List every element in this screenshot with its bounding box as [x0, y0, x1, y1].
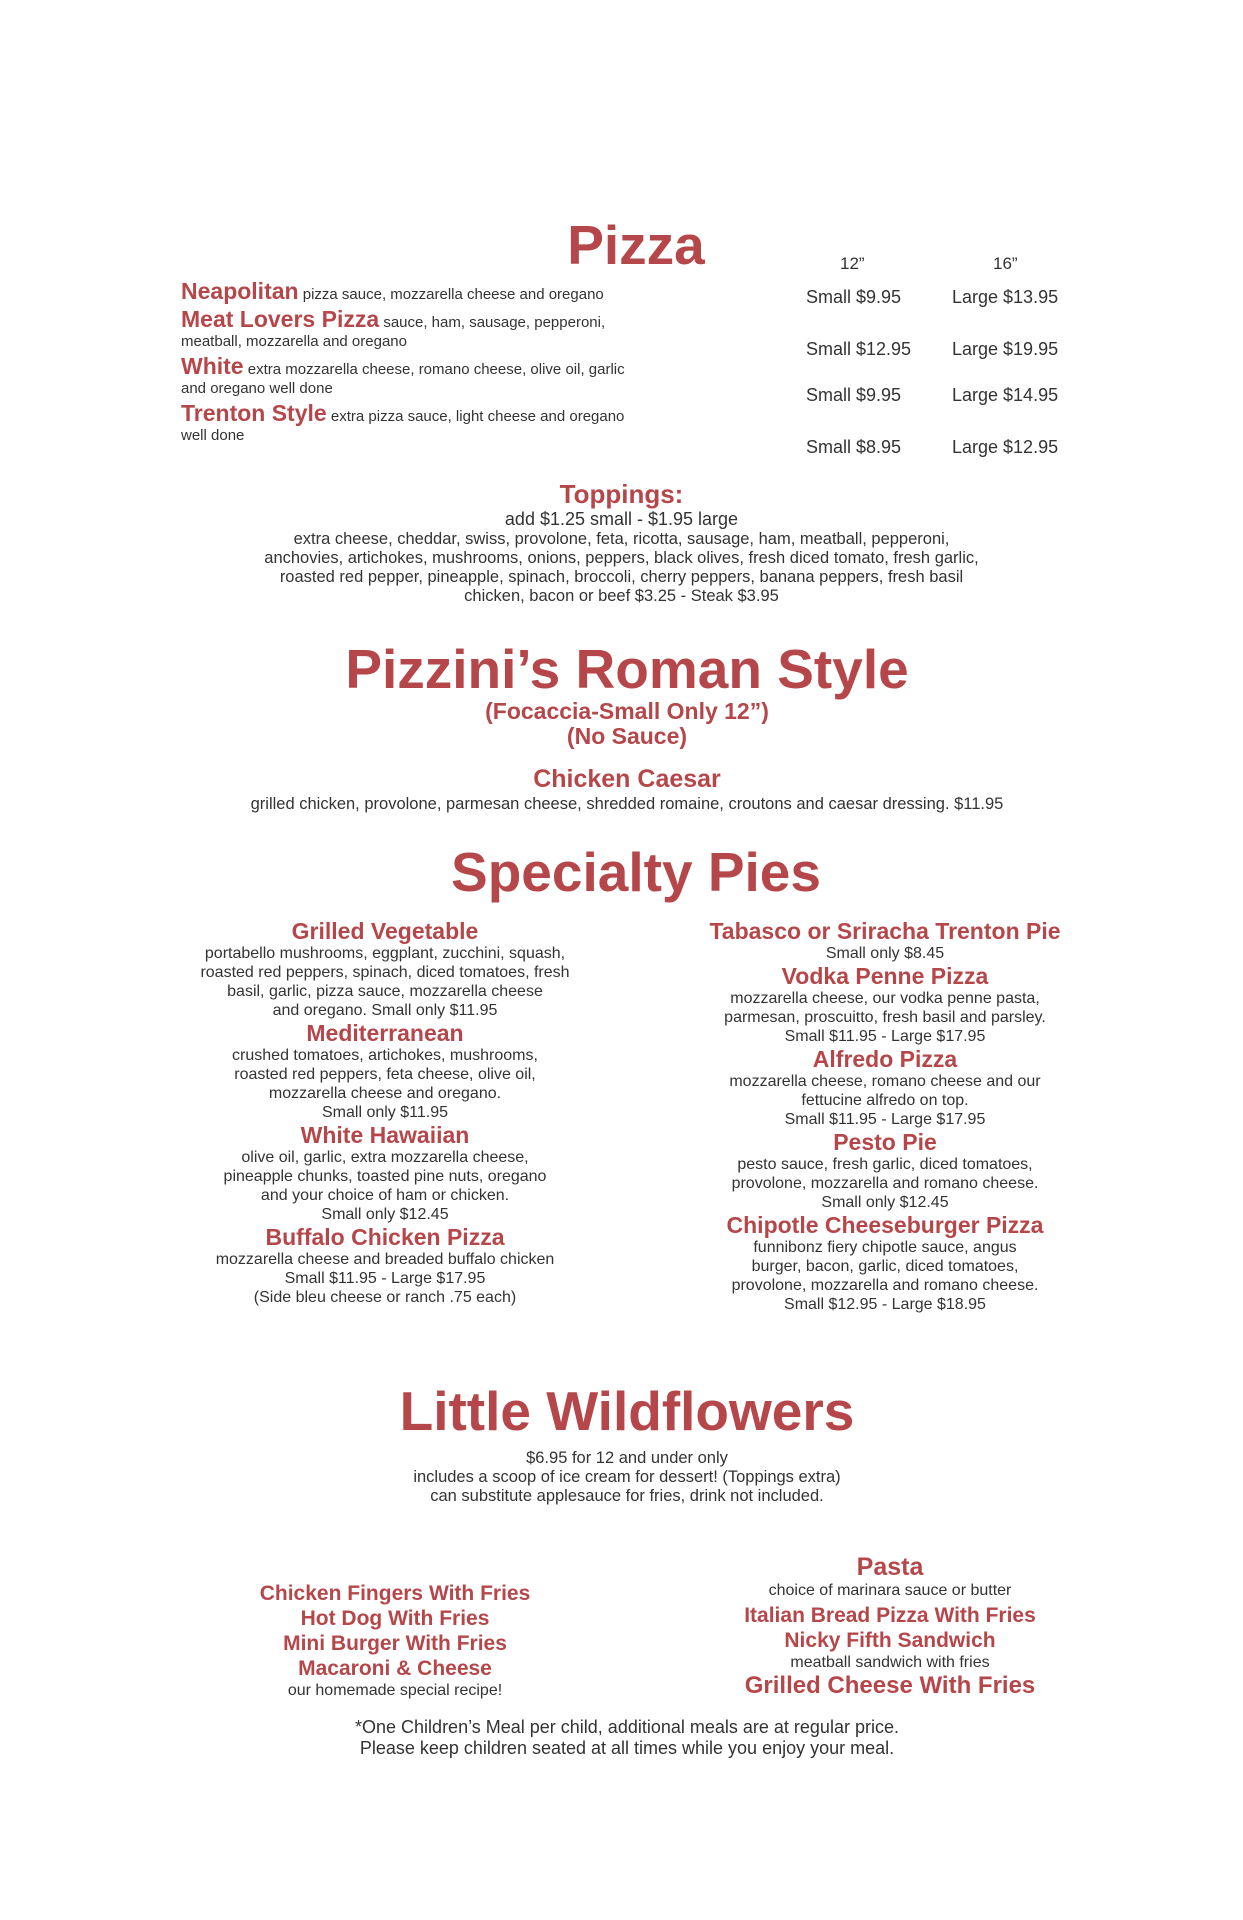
specialty-item-title: Chipotle Cheeseburger Pizza — [726, 1212, 1044, 1238]
specialty-item-title: Tabasco or Sriracha Trenton Pie — [709, 918, 1061, 944]
price-small: Small $12.95 — [806, 339, 912, 359]
pizza-item-meat-lovers — [181, 306, 701, 351]
pizza-item-name: White — [181, 353, 244, 379]
specialty-item-desc: (Side bleu cheese or ranch .75 each) — [253, 1289, 517, 1306]
price-small: Small $8.95 — [806, 437, 902, 457]
pizza-item-desc: well done — [181, 427, 245, 444]
roman-item-title: Chicken Caesar — [533, 764, 721, 793]
price-large: Large $12.95 — [952, 437, 1059, 457]
roman-subtitle: (Focaccia-Small Only 12”) — [485, 698, 769, 724]
kids-item: Nicky Fifth Sandwich — [784, 1629, 996, 1652]
specialty-item-title: Vodka Penne Pizza — [781, 963, 989, 989]
specialty-right-column — [635, 918, 1135, 1314]
kids-item: Italian Bread Pizza With Fries — [744, 1604, 1036, 1627]
toppings-line: extra cheese, cheddar, swiss, provolone, feta, ricotta, sausage, ham, meatball, pepperoni, — [293, 529, 950, 548]
pizza-item-desc: pizza sauce, mozzarella cheese and oregano — [302, 286, 604, 303]
kids-item: Grilled Cheese With Fries — [744, 1672, 1036, 1699]
specialty-item-desc: Small $12.95 - Large $18.95 — [784, 1296, 986, 1313]
specialty-item-desc: mozzarella cheese and oregano. — [268, 1085, 502, 1102]
specialty-item-desc: mozzarella cheese and breaded buffalo chicken — [215, 1251, 555, 1268]
pizza-item-desc: extra mozzarella cheese, romano cheese, olive oil, garlic — [247, 361, 625, 378]
price-small: Small $9.95 — [806, 287, 902, 307]
specialty-item-title: Mediterranean — [306, 1020, 464, 1046]
roman-subtitle: (No Sauce) — [566, 723, 688, 750]
kids-left-column — [190, 1581, 600, 1700]
price-small: Small $9.95 — [806, 385, 902, 405]
specialty-item-desc: basil, garlic, pizza sauce, mozzarella cheese — [227, 983, 543, 1000]
toppings-section — [0, 480, 1243, 606]
specialty-item-desc: Small $11.95 - Large $17.95 — [284, 1270, 486, 1287]
specialty-item-desc: parmesan, proscuitto, fresh basil and parsley. — [724, 1009, 1046, 1026]
size-header-small: 12” — [840, 254, 865, 273]
kids-footer-line: Please keep children seated at all times while you enjoy your meal. — [359, 1738, 895, 1758]
specialty-item-desc: crushed tomatoes, artichokes, mushrooms, — [232, 1047, 538, 1064]
specialty-item-title: Grilled Vegetable — [291, 918, 479, 944]
pizza-item-white — [181, 353, 701, 398]
pizza-title: Pizza — [567, 214, 705, 276]
specialty-item-desc: mozzarella cheese, romano cheese and our — [729, 1073, 1041, 1090]
specialty-item-desc: provolone, mozzarella and romano cheese. — [731, 1277, 1039, 1294]
kids-info — [0, 1449, 1243, 1506]
kids-footer-line: *One Children’s Meal per child, additional meals are at regular price. — [355, 1717, 899, 1737]
toppings-price: add $1.25 small - $1.95 large — [504, 508, 739, 529]
specialty-item-desc: pesto sauce, fresh garlic, diced tomatoes, — [737, 1156, 1033, 1173]
specialty-item-title: White Hawaiian — [300, 1122, 470, 1148]
specialty-title: Specialty Pies — [451, 841, 821, 903]
specialty-left-column — [150, 918, 620, 1307]
pizza-item-desc: sauce, ham, sausage, pepperoni, — [383, 314, 606, 331]
specialty-item-title: Alfredo Pizza — [812, 1046, 958, 1072]
specialty-item-desc: and oregano. Small only $11.95 — [272, 1002, 498, 1019]
specialty-item-desc: Small $11.95 - Large $17.95 — [784, 1111, 986, 1128]
specialty-item-title: Buffalo Chicken Pizza — [265, 1224, 505, 1250]
kids-item-note: choice of marinara sauce or butter — [768, 1582, 1012, 1599]
toppings-line: anchovies, artichokes, mushrooms, onions, peppers, black olives, fresh diced tomato, fresh garlic, — [264, 548, 979, 567]
toppings-line: chicken, bacon or beef $3.25 - Steak $3.95 — [464, 586, 779, 605]
specialty-item-title: Pesto Pie — [833, 1129, 937, 1155]
kids-item: Macaroni & Cheese — [298, 1657, 492, 1680]
kids-item: Chicken Fingers With Fries — [259, 1582, 531, 1605]
specialty-item-desc: mozzarella cheese, our vodka penne pasta, — [730, 990, 1040, 1007]
specialty-item-desc: Small only $12.45 — [321, 1206, 449, 1223]
pizza-item-name: Trenton Style — [181, 400, 327, 426]
specialty-item-desc: portabello mushrooms, eggplant, zucchini, squash, — [204, 945, 566, 962]
specialty-item-desc: roasted red peppers, spinach, diced tomatoes, fresh — [200, 964, 570, 981]
price-large: Large $14.95 — [952, 385, 1059, 405]
price-large: Large $13.95 — [952, 287, 1059, 307]
specialty-item-desc: provolone, mozzarella and romano cheese. — [731, 1175, 1039, 1192]
toppings-title: Toppings: — [559, 479, 684, 509]
kids-item: Mini Burger With Fries — [283, 1632, 507, 1655]
kids-title: Little Wildflowers — [399, 1380, 855, 1442]
kids-item: Hot Dog With Fries — [300, 1607, 490, 1630]
kids-item: Pasta — [856, 1553, 924, 1581]
specialty-item-desc: olive oil, garlic, extra mozzarella cheese, — [241, 1149, 529, 1166]
kids-info-line: includes a scoop of ice cream for dessert! (Toppings extra) — [413, 1468, 841, 1486]
pizza-item-trenton — [181, 400, 701, 445]
specialty-item-desc: Small only $11.95 — [322, 1104, 448, 1121]
kids-item-note: meatball sandwich with fries — [790, 1654, 990, 1671]
specialty-item-desc: burger, bacon, garlic, diced tomatoes, — [751, 1258, 1019, 1275]
pizza-item-name: Neapolitan — [181, 278, 299, 304]
roman-section — [0, 638, 1243, 814]
specialty-item-desc: fettucine alfredo on top. — [801, 1092, 969, 1109]
toppings-line: roasted red pepper, pineapple, spinach, broccoli, cherry peppers, banana peppers, fresh basil — [279, 567, 964, 586]
size-header-large: 16” — [993, 254, 1018, 273]
pizza-item-desc: meatball, mozzarella and oregano — [181, 333, 407, 350]
specialty-item-desc: funnibonz fiery chipotle sauce, angus — [753, 1239, 1017, 1256]
pizza-item-name: Meat Lovers Pizza — [181, 306, 380, 332]
pizza-item-desc: extra pizza sauce, light cheese and oregano — [330, 408, 625, 425]
pizza-item-neapolitan — [181, 278, 701, 304]
roman-item-desc: grilled chicken, provolone, parmesan cheese, shredded romaine, croutons and caesar dressing. $11.95 — [250, 795, 1004, 814]
roman-title: Pizzini’s Roman Style — [345, 638, 909, 700]
kids-right-column — [680, 1553, 1100, 1700]
specialty-item-desc: and your choice of ham or chicken. — [260, 1187, 510, 1204]
kids-footer — [0, 1717, 1243, 1759]
kids-info-line: can substitute applesauce for fries, drink not included. — [430, 1487, 824, 1505]
specialty-item-desc: Small only $8.45 — [825, 945, 945, 962]
specialty-item-desc: Small only $12.45 — [821, 1194, 949, 1211]
specialty-item-desc: pineapple chunks, toasted pine nuts, oregano — [223, 1168, 547, 1185]
kids-info-line: $6.95 for 12 and under only — [526, 1449, 728, 1467]
kids-item-note: our homemade special recipe! — [287, 1682, 503, 1699]
specialty-item-desc: Small $11.95 - Large $17.95 — [784, 1028, 986, 1045]
pizza-item-desc: and oregano well done — [181, 380, 333, 397]
price-large: Large $19.95 — [952, 339, 1059, 359]
specialty-item-desc: roasted red peppers, feta cheese, olive oil, — [234, 1066, 536, 1083]
